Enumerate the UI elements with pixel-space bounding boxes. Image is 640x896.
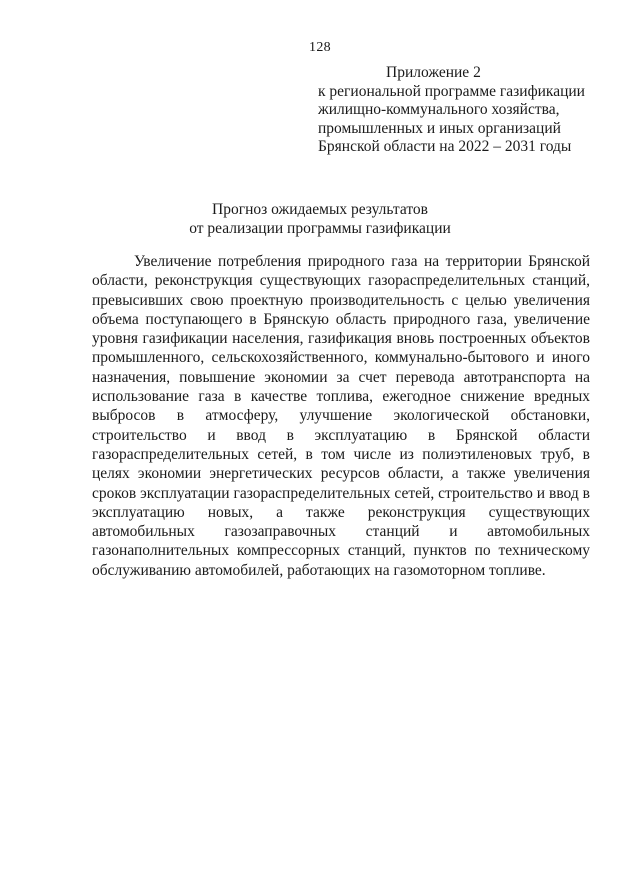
body-paragraph: Увеличение потребления природного газа на территории Брянской области, реконструкция существующих газораспределительных станций, превысивших свою проектную производительность с целью увеличения объема поступающего в Брянскую область природного газа, увеличение уровня газификации населения, газификация вновь построенных объектов промышленного, сельскохозяйственного, коммунально-бытового и иного назначения, повышение экономии за счет перевода автотранспорта на использование газа в качестве топлива, ежегодное снижение вредных выбросов в атмосферу, улучшение экологической обстановки, строительство и ввод в эксплуатацию в Брянской области газораспределительных сетей, в том числе из полиэтиленовых труб, в целях экономии энергетических ресурсов области, а также увеличения сроков эксплуатации газораспределительных сетей, строительство и ввод в эксплуатацию новых, а также реконструкция существующих автомобильных газозаправочных станций и автомобильных газонаполнительных компрессорных станций, пунктов по техническому обслуживанию автомобилей, работающих на газомоторном топливе.	[92, 253, 590, 579]
appendix-title: Приложение 2	[386, 64, 481, 81]
page-number: 128	[309, 40, 331, 55]
appendix-line: жилищно-коммунального хозяйства,	[318, 101, 560, 118]
appendix-header	[318, 64, 618, 157]
appendix-line: Брянской области на 2022 – 2031 годы	[318, 138, 572, 155]
appendix-line: промышленных и иных организаций	[318, 119, 561, 137]
section-title-line: от реализации программы газификации	[189, 219, 451, 237]
appendix-line: к региональной программе газификации	[318, 82, 585, 100]
section-title-line: Прогноз ожидаемых результатов	[212, 201, 428, 218]
section-title	[0, 201, 640, 238]
